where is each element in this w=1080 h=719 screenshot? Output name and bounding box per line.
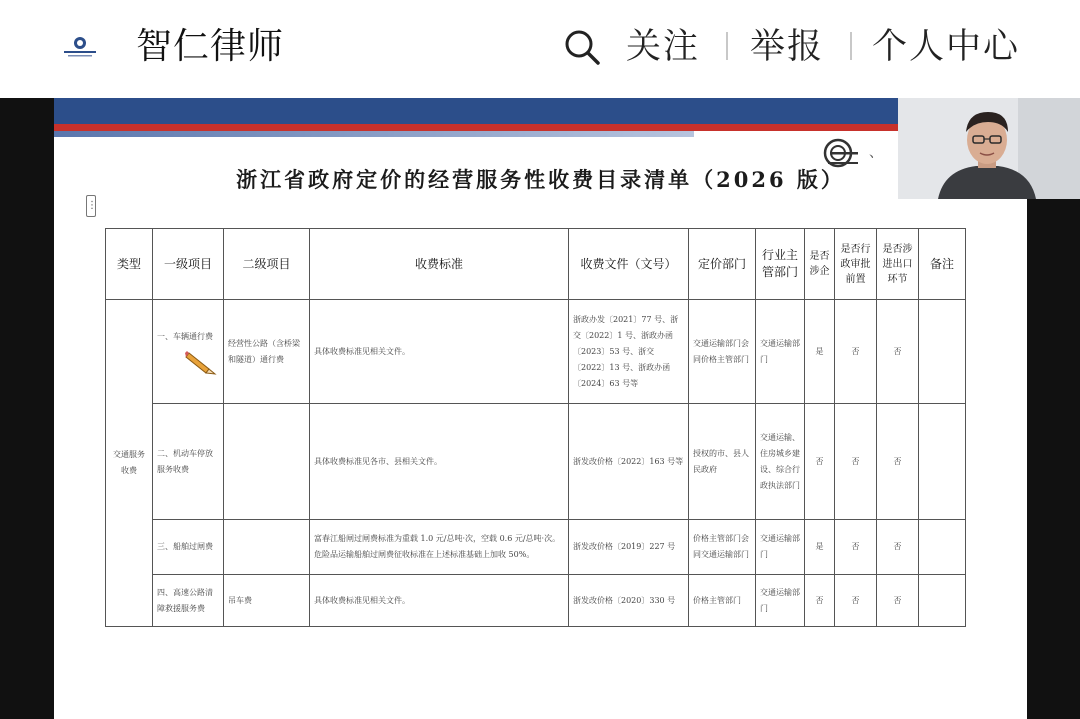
slide-title: 浙江省政府定价的经营服务性收费目录清单（2026 版） bbox=[236, 167, 845, 192]
header-doc: 收费文件（文号） bbox=[569, 229, 689, 300]
level1-cell: 三、船舶过闸费 bbox=[153, 520, 224, 575]
standard-cell: 富春江船闸过闸费标准为重载 1.0 元/总吨·次，空载 0.6 元/总吨·次。危险品运输船舶过闸费征收标准在上述标准基础上加收 50%。 bbox=[310, 520, 569, 575]
enterprise-cell: 否 bbox=[805, 575, 835, 627]
report-link[interactable]: 举报 bbox=[750, 27, 825, 67]
doc-cell: 浙发改价格〔2022〕163 号等 bbox=[569, 404, 689, 520]
header-level2: 二级项目 bbox=[224, 229, 310, 300]
drag-handle-icon[interactable]: ⋮ bbox=[86, 195, 96, 217]
shared-slide bbox=[54, 98, 1027, 719]
enterprise-cell: 否 bbox=[805, 404, 835, 520]
table-row bbox=[106, 520, 966, 575]
level2-cell bbox=[224, 404, 310, 520]
level1-cell bbox=[153, 300, 224, 404]
pencil-icon[interactable] bbox=[185, 349, 217, 375]
industry-cell: 交通运输部门 bbox=[756, 520, 805, 575]
nav-divider bbox=[726, 32, 728, 60]
approval-cell: 否 bbox=[835, 520, 877, 575]
follow-link[interactable]: 关注 bbox=[626, 27, 701, 67]
doc-cell: 浙发改价格〔2019〕227 号 bbox=[569, 520, 689, 575]
industry-cell: 交通运输部门 bbox=[756, 300, 805, 404]
video-stage[interactable] bbox=[0, 98, 1080, 719]
profile-link[interactable]: 个人中心 bbox=[872, 27, 1021, 67]
slide-dot-mark: 、 bbox=[869, 145, 883, 161]
header-dept: 定价部门 bbox=[689, 229, 756, 300]
approval-cell: 否 bbox=[835, 404, 877, 520]
header-type: 类型 bbox=[106, 229, 153, 300]
header-approval: 是否行政审批前置 bbox=[835, 229, 877, 300]
header-import: 是否涉进出口环节 bbox=[877, 229, 919, 300]
top-bar bbox=[0, 0, 1080, 98]
level2-cell: 吊车费 bbox=[224, 575, 310, 627]
level2-cell bbox=[224, 520, 310, 575]
firm-logo bbox=[62, 36, 98, 58]
doc-cell: 浙发改价格〔2020〕330 号 bbox=[569, 575, 689, 627]
fee-table bbox=[105, 228, 966, 627]
doc-cell: 浙政办发〔2021〕77 号、浙交〔2022〕1 号、浙政办函〔2023〕53 号、浙交〔2022〕13 号、浙政办函〔2024〕63 号等 bbox=[569, 300, 689, 404]
dept-cell: 授权的市、县人民政府 bbox=[689, 404, 756, 520]
import-cell: 否 bbox=[877, 520, 919, 575]
enterprise-cell: 是 bbox=[805, 300, 835, 404]
slide-band-red bbox=[54, 124, 1027, 131]
standard-cell: 具体收费标准见相关文件。 bbox=[310, 575, 569, 627]
remark-cell bbox=[919, 404, 966, 520]
level1-text: 一、车辆通行费 bbox=[157, 331, 213, 341]
remark-cell bbox=[919, 575, 966, 627]
enterprise-cell: 是 bbox=[805, 520, 835, 575]
table-row bbox=[106, 404, 966, 520]
dept-cell: 价格主管部门会同交通运输部门 bbox=[689, 520, 756, 575]
brand-name[interactable]: 智仁律师 bbox=[136, 26, 285, 67]
industry-cell: 交通运输部门 bbox=[756, 575, 805, 627]
header-enterprise: 是否涉企 bbox=[805, 229, 835, 300]
industry-cell: 交通运输、住房城乡建设、综合行政执法部门 bbox=[756, 404, 805, 520]
import-cell: 否 bbox=[877, 300, 919, 404]
dept-cell: 交通运输部门会同价格主管部门 bbox=[689, 300, 756, 404]
table-header-row bbox=[106, 229, 966, 300]
remark-cell bbox=[919, 300, 966, 404]
header-remark: 备注 bbox=[919, 229, 966, 300]
header-level1: 一级项目 bbox=[153, 229, 224, 300]
header-standard: 收费标准 bbox=[310, 229, 569, 300]
remark-cell bbox=[919, 520, 966, 575]
slide-band-blue bbox=[54, 98, 1027, 124]
approval-cell: 否 bbox=[835, 300, 877, 404]
speaker-avatar bbox=[898, 98, 1080, 199]
webcam-video[interactable] bbox=[898, 98, 1080, 199]
import-cell: 否 bbox=[877, 404, 919, 520]
level1-cell: 四、高速公路清障救援服务费 bbox=[153, 575, 224, 627]
table-row bbox=[106, 575, 966, 627]
standard-cell: 具体收费标准见相关文件。 bbox=[310, 300, 569, 404]
level2-cell: 经营性公路（含桥梁和隧道）通行费 bbox=[224, 300, 310, 404]
header-industry: 行业主管部门 bbox=[756, 229, 805, 300]
dept-cell: 价格主管部门 bbox=[689, 575, 756, 627]
slide-band-gradient bbox=[54, 131, 694, 137]
approval-cell: 否 bbox=[835, 575, 877, 627]
nav-divider bbox=[850, 32, 852, 60]
search-icon[interactable] bbox=[562, 27, 602, 67]
standard-cell: 具体收费标准见各市、县相关文件。 bbox=[310, 404, 569, 520]
group-type-cell: 交通服务收费 bbox=[106, 300, 153, 627]
import-cell: 否 bbox=[877, 575, 919, 627]
table-row bbox=[106, 300, 966, 404]
level1-cell: 二、机动车停放服务收费 bbox=[153, 404, 224, 520]
